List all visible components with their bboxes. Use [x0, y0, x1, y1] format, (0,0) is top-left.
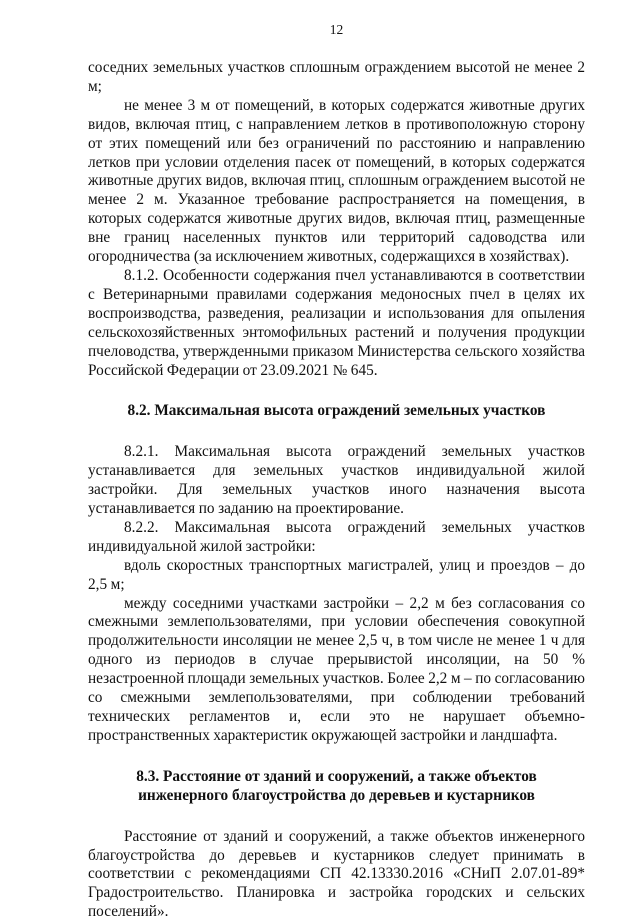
paragraph-between-plots: между соседними участками застройки – 2,2 м без согласования со смежными землепользователями, при условии обеспечения совокупной продолжительности инсоляции не менее 2,5 ч, в том числе не менее 1 ч для одного из периодов в случае прерывистой инсоляции, на 50 % незастроенной площади земельных участков. Более 2,2 м – по согласованию со смежными землепользователями, при соблюдении требований технических регламентов и, если это не нарушает объемно-пространственных характеристик окружающей застройки и ландшафта.: [88, 594, 585, 744]
section-heading-8-3-line1: 8.3. Расстояние от зданий и сооружений, а также объектов: [136, 767, 537, 785]
paragraph-8-2-2: 8.2.2. Максимальная высота ограждений земельных участков индивидуальной жилой застройки:: [88, 518, 585, 555]
paragraph-continuation: соседних земельных участков сплошным ограждением высотой не менее 2 м;: [88, 59, 585, 95]
document-body: [88, 59, 585, 922]
paragraph-8-2-1: 8.2.1. Максимальная высота ограждений земельных участков устанавливается для земельных участков индивидуальной жилой застройки. Для земельных участков иного назначения высота устанавливается по заданию на проектирование.: [88, 443, 585, 518]
section-heading-8-2: 8.2. Максимальная высота ограждений земельных участков: [127, 402, 546, 420]
paragraph-8-3: Расстояние от зданий и сооружений, а также объектов инженерного благоустройства до деревьев и кустарников следует принимать в соответствии с рекомендациями СП 42.13330.2016 «СНиП 2.07.01-89* Градостроительство. Планировка и застройка городских и сельских поселений».: [88, 827, 585, 921]
paragraph-8-1-2: 8.1.2. Особенности содержания пчел устанавливаются в соответствии с Ветеринарными правилами содержания медоносных пчел в целях их воспроизводства, разведения, реализации и использования для опыления сельскохозяйственных энтомофильных растений и получения продукции пчеловодства, утвержденными приказом Министерства сельского хозяйства Российской Федерации от 23.09.2021 № 645.: [88, 266, 585, 379]
document-page: [88, 0, 585, 921]
paragraph-beekeeping-distance: не менее 3 м от помещений, в которых содержатся животные других видов, включая птиц, с направлением летков в противоположную сторону от этих помещений или без ограничений по расстоянию и направлению летков при условии отделения пасек от помещений, в которых содержатся животные других видов, включая птиц, сплошным ограждением высотой не менее 2 м. Указанное требование распространяется на помещения, в которых содержатся животные других видов, включая птиц, размещенные вне границ населенных пунктов или территорий садоводства или огородничества (за исключением животных, содержащихся в хозяйствах).: [88, 96, 585, 266]
page-number: 12: [329, 22, 344, 37]
paragraph-along-roads: вдоль скоростных транспортных магистралей, улиц и проездов – до 2,5 м;: [88, 556, 585, 593]
section-heading-8-3-line2: инженерного благоустройства до деревьев и кустарников: [138, 786, 535, 804]
